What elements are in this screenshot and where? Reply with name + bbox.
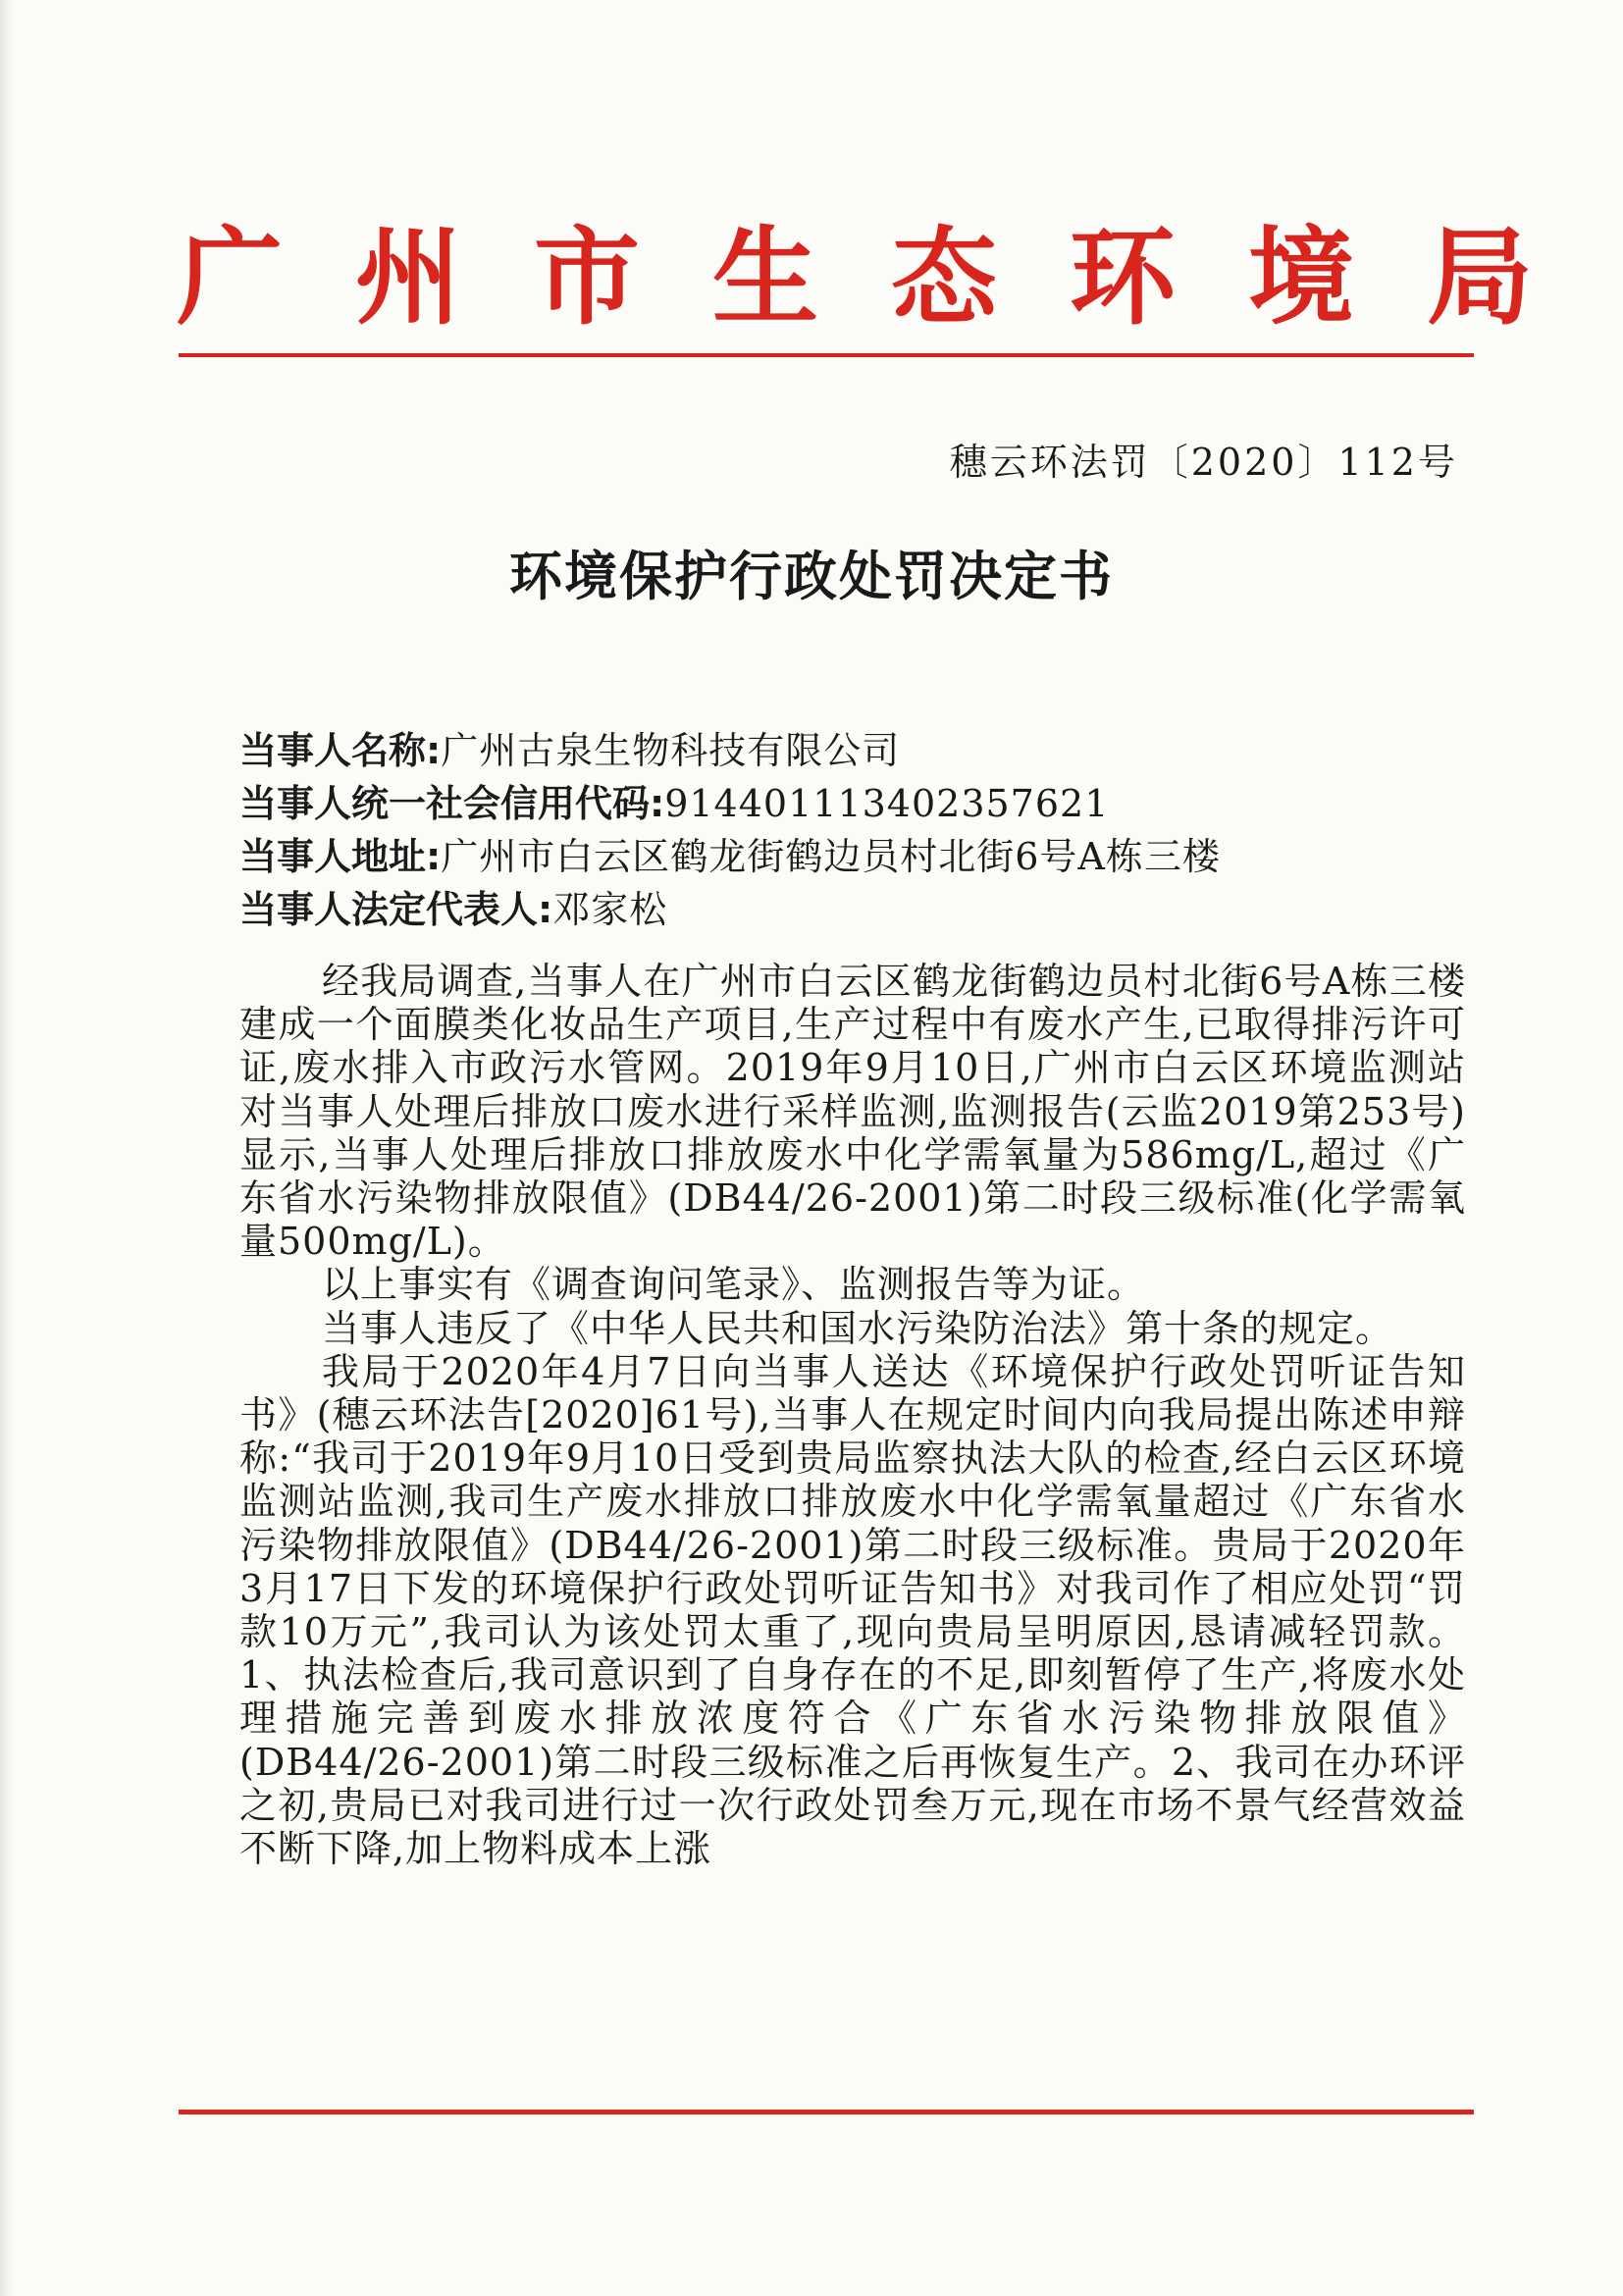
party-address-label: 当事人地址: (239, 835, 442, 878)
party-name-line (239, 724, 1476, 777)
party-name-label: 当事人名称: (239, 729, 442, 772)
party-info (239, 724, 1476, 936)
party-address-value: 广州市白云区鹤龙街鹤边员村北街6号A栋三楼 (441, 835, 1221, 878)
paragraph-evidence: 以上事实有《调查询问笔录》、监测报告等为证。 (322, 1263, 1146, 1307)
header-red-rule (179, 353, 1474, 357)
document-number: 穗云环法罚〔2020〕112号 (949, 441, 1458, 484)
party-address-line (239, 830, 1476, 883)
party-representative-value: 邓家松 (552, 888, 668, 931)
scan-edge (0, 0, 14, 2296)
decision-body (239, 960, 1466, 1870)
footer-red-rule (179, 2110, 1474, 2114)
party-representative-label: 当事人法定代表人: (239, 888, 553, 931)
party-credit-code-line (239, 777, 1476, 830)
party-credit-code-value: 91440111340235762​1 (664, 782, 1110, 825)
party-representative-line (239, 883, 1476, 936)
document-title: 环境保护行政处罚决定书 (509, 546, 1114, 607)
agency-title: 广州市生态环境局 (177, 217, 1606, 339)
paragraph-investigation: 经我局调查,当事人在广州市白云区鹤龙街鹤边员村北街6号A栋三楼建成一个面膜类化妆品生产项目,生产过程中有废水产生,已取得排污许可证,废水排入市政污水管网。2019年9月10日,广州市白云区环境监测站对当事人处理后排放口废水进行采样监测,监测报告(云监2019第253号)显示,当事人处理后排放口排放废水中化学需氧量为586mg/L,超过《广东省水污染物排放限值》(DB44/26-2001)第二时段三级标准(化学需氧量500mg/L)。 (239, 960, 1466, 1264)
party-credit-code-label: 当事人统一社会信用代码: (239, 782, 665, 825)
party-name-value: 广州古泉生物科技有限公司 (441, 729, 901, 772)
paragraph-violation: 当事人违反了《中华人民共和国水污染防治法》第十条的规定。 (322, 1306, 1394, 1350)
paragraph-defense-statement: 我局于2020年4月7日向当事人送达《环境保护行政处罚听证告知书》(穗云环法告[2020]61号),当事人在规定时间内向我局提出陈述申辩称:“我司于2019年9月10日受到贵局监察执法大队的检查,经白云区环境监测站监测,我司生产废水排放口排放废水中化学需氧量超过《广东省水污染物排放限值》(DB44/26-2001)第二时段三级标准。贵局于2020年3月17日下发的环境保护行政处罚听证告知书》对我司作了相应处罚“罚款10万元”,我司认为该处罚太重了,现向贵局呈明原因,恳请减轻罚款。1、执法检查后,我司意识到了自身存在的不足,即刻暂停了生产,将废水处理措施完善到废水排放浓度符合《广东省水污染物排放限值》(DB44/26-2001)第二时段三级标准之后再恢复生产。2、我司在办环评之初,贵局已对我司进行过一次行政处罚叁万元,现在市场不景气经营效益不断下降,加上物料成本上涨 (239, 1349, 1466, 1871)
